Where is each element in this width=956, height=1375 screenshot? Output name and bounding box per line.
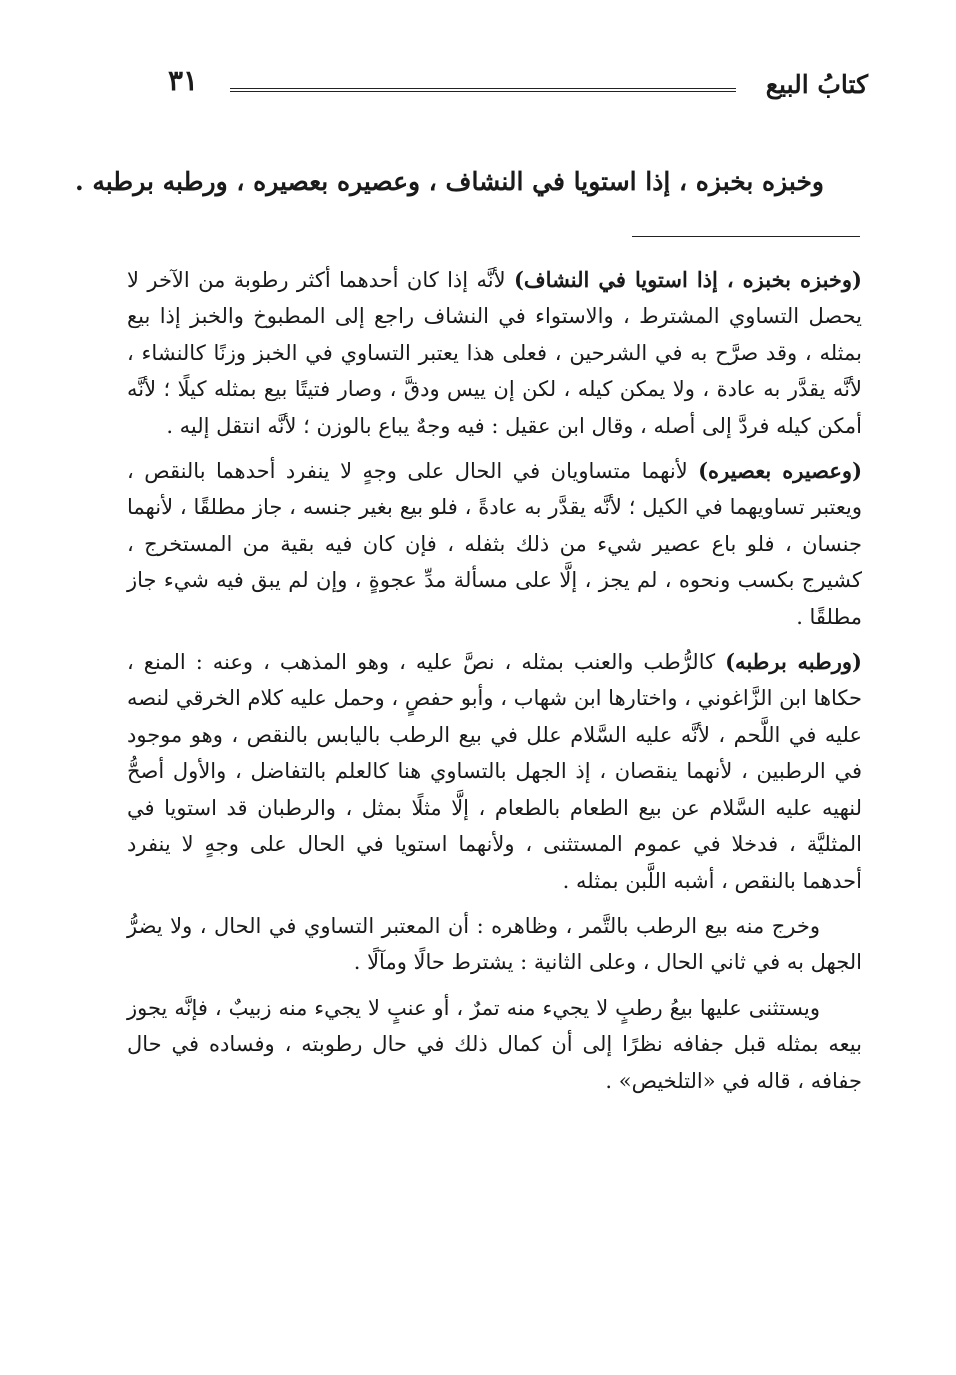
commentary-paragraph-1: [127, 262, 862, 444]
paragraph-lead: (ورطبه برطبه): [725, 649, 862, 675]
matn-separator: [632, 236, 860, 237]
commentary-paragraph-3: [127, 644, 862, 899]
page-number: ٣١: [168, 64, 199, 97]
header-rule: [230, 88, 736, 92]
paragraph-text: لأنهما متساويان في الحال على وجهٍ لا ينفرد أحدهما بالنقص ، ويعتبر تساويهما في الكيل ؛ لأنَّه يقدَّر به عادةً ، فلو بيع بغير جنسه ، جاز مطلقًا ، لأنهما جنسان ، فلو باع عصير شيء من ذلك بثفله ، فإن كان فيه بقية من المستخرج ، كشيرج بكسب ونحوه ، لم يجز ، إلَّا على مسألة مدِّ عجوةٍ ، وإن لم يبق فيه شيء جاز مطلقًا .: [127, 459, 862, 629]
paragraph-lead: (وخبزه بخبزه ، إذا استويا في النشاف): [513, 267, 862, 292]
running-header: [168, 62, 868, 108]
paragraph-text: لأنَّه إذا كان أحدهما أكثر رطوبة من الآخر لا يحصل التساوي المشترط ، والاستواء في النشاف راجع إلى المطبوخ والخبز إذا بيع بمثله ، وقد صرَّح به في الشرحين ، فعلى هذا يعتبر التساوي في الخبز وزنًا كالنشاء ، لأنَّه يقدَّر به عادة ، ولا يمكن كيله ، لكن إن ييس ودقَّ ، وصار فتيتًا بيع بمثله كيلًا ؛ لأنَّه أمكن كيله فردَّ إلى أصله ، وقال ابن عقيل : فيه وجهٌ يباع بالوزن ؛ لأنَّه انتقل إليه .: [127, 268, 862, 438]
commentary-body: [127, 262, 862, 1108]
paragraph-text: كالرُّطب والعنب بمثله ، نصَّ عليه ، وهو المذهب ، وعنه : المنع ، حكاها ابن الزَّاغوني ، واختارها ابن شهاب ، وأبو حفصٍ ، وحمل عليه كلام الخرقي لنصه عليه في اللَّحم ، لأنَّه عليه السَّلام علل في بيع الرطب باليابس بالنقص ، وهو موجود في الرطبين ، لأنهما ينقصان ، إذ الجهل بالتساوي هنا كالعلم بالتفاضل ، والأول أصحُّ لنهيه عليه السَّلام عن بيع الطعام بالطعام ، إلَّا مثلًا بمثل ، والرطبان قد استويا في المثليَّة ، فدخلا في عموم المستثنى ، ولأنهما استويا في الحال على وجهٍ لا ينفرد أحدهما بالنقص ، أشبه اللَّبن بمثله .: [127, 650, 862, 893]
matn-text: وخبزه بخبزه ، إذا استويا في النشاف ، وعصيره بعصيره ، ورطبه برطبه .: [74, 167, 824, 196]
commentary-paragraph-5: [127, 990, 862, 1099]
commentary-paragraph-2: [127, 453, 862, 635]
commentary-paragraph-4: [127, 908, 862, 981]
book-title: كتابُ البيع: [765, 70, 868, 99]
paragraph-text: وخرج منه بيع الرطب بالتَّمر ، وظاهره : أن المعتبر التساوي في الحال ، ولا يضرُّ الجهل به في ثاني الحال ، وعلى الثانية : يشترط حالًا ومآلًا .: [127, 913, 862, 975]
paragraph-lead: (وعصيره بعصيره): [698, 458, 863, 484]
paragraph-text: ويستثنى عليها بيعُ رطبٍ لا يجيء منه تمرٌ ، أو عنبٍ لا يجيء منه زبيبٌ ، فإنَّه يجوز بيعه بمثله قبل جفافه نظرًا إلى أن كمال ذلك في حال رطوبته ، وفساده في حال جفافه ، قاله في «التلخيص» .: [127, 995, 862, 1093]
